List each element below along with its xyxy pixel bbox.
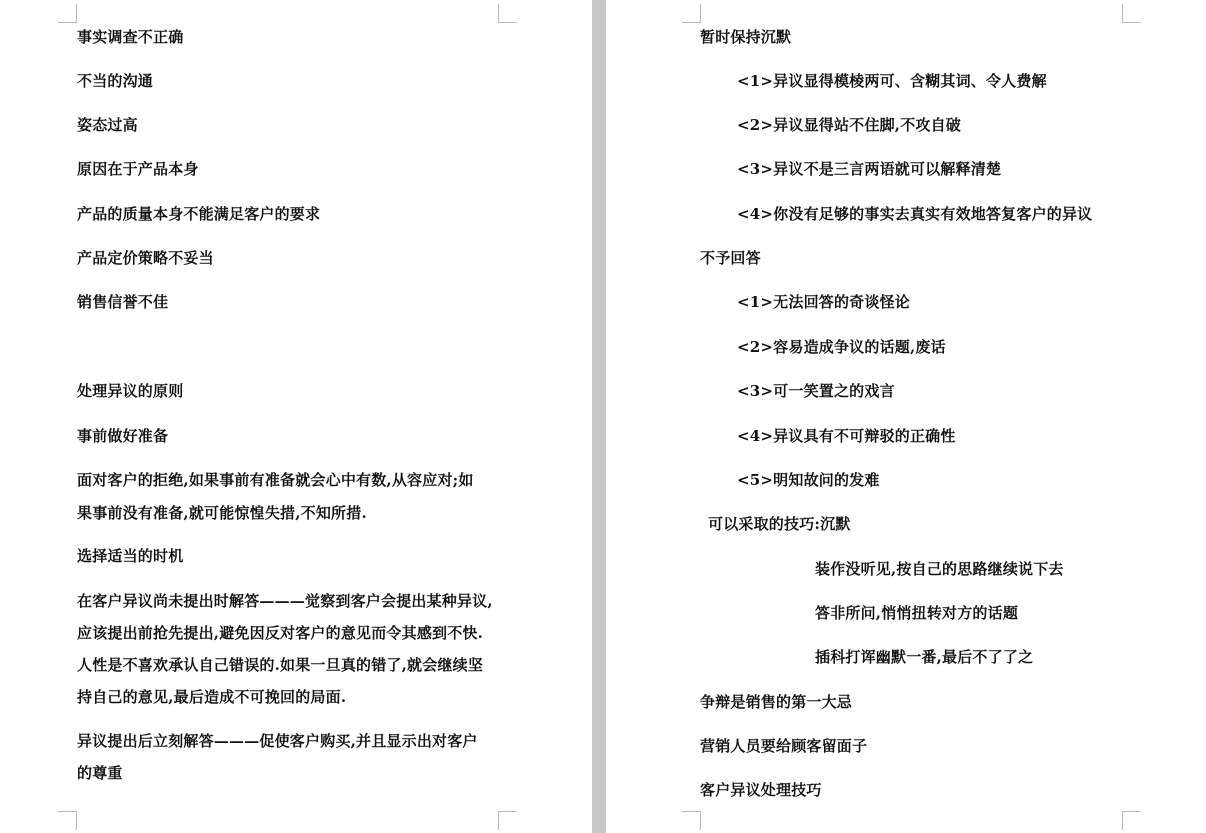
text-line: 应该提出前抢先提出,避免因反对客户的意见而令其感到不快. [77, 624, 484, 642]
text-line: 异议提出后立刻解答———促使客户购买,并且显示出对客户 [77, 732, 478, 750]
text-line: 客户异议处理技巧 [700, 781, 822, 799]
list-item: <1>异议显得模棱两可、含糊其词、令人费解 [737, 72, 1047, 90]
text-line: 持自己的意见,最后造成不可挽回的局面. [77, 688, 347, 706]
text-line: 姿态过高 [77, 116, 138, 134]
corner-mark-bottom-left [58, 811, 77, 830]
text-line: 可以采取的技巧:沉默 [708, 515, 851, 533]
text-line: 营销人员要给顾客留面子 [700, 737, 868, 755]
text-line: 产品的质量本身不能满足客户的要求 [77, 205, 321, 223]
list-item: <1>无法回答的奇谈怪论 [737, 293, 910, 311]
list-item: <3>异议不是三言两语就可以解释清楚 [737, 160, 1002, 178]
text-line: 事实调查不正确 [77, 28, 184, 46]
text-line: 在客户异议尚未提出时解答———觉察到客户会提出某种异议, [77, 592, 493, 610]
corner-mark-top-right [498, 4, 517, 23]
list-item: <2>异议显得站不住脚,不攻自破 [737, 116, 961, 134]
list-item: <4>你没有足够的事实去真实有效地答复客户的异议 [737, 205, 1093, 223]
text-line: 人性是不喜欢承认自己错误的.如果一旦真的错了,就会继续坚 [77, 656, 484, 674]
list-item: <2>容易造成争议的话题,废话 [737, 338, 946, 356]
text-line: 不予回答 [700, 249, 761, 267]
text-line: 原因在于产品本身 [77, 160, 199, 178]
text-line: 选择适当的时机 [77, 547, 184, 565]
corner-mark-bottom-right [498, 811, 517, 830]
page-gap [592, 0, 606, 833]
text-line: 产品定价策略不妥当 [77, 249, 214, 267]
list-item: <5>明知故问的发难 [737, 471, 880, 489]
list-item: 答非所问,悄悄扭转对方的话题 [815, 604, 1019, 622]
list-item: <3>可一笑置之的戏言 [737, 382, 895, 400]
document-page-left [0, 0, 592, 833]
corner-mark-top-left [58, 4, 77, 23]
document-page-right [606, 0, 1206, 833]
list-item: 装作没听见,按自己的思路继续说下去 [815, 560, 1064, 578]
text-line: 事前做好准备 [77, 427, 169, 445]
corner-mark-bottom-right [1122, 811, 1141, 830]
corner-mark-bottom-left [682, 811, 701, 830]
text-line: 暂时保持沉默 [700, 28, 792, 46]
text-line: 面对客户的拒绝,如果事前有准备就会心中有数,从容应对;如 [77, 471, 474, 489]
text-line: 销售信誉不佳 [77, 293, 169, 311]
corner-mark-top-left [682, 4, 701, 23]
text-line: 果事前没有准备,就可能惊惶失措,不知所措. [77, 504, 367, 522]
list-item: 插科打诨幽默一番,最后不了了之 [815, 648, 1034, 666]
text-line: 不当的沟通 [77, 72, 154, 90]
section-heading: 处理异议的原则 [77, 382, 184, 400]
text-line: 争辩是销售的第一大忌 [700, 693, 853, 711]
list-item: <4>异议具有不可辩驳的正确性 [737, 427, 956, 445]
text-line: 的尊重 [77, 764, 123, 782]
corner-mark-top-right [1122, 4, 1141, 23]
